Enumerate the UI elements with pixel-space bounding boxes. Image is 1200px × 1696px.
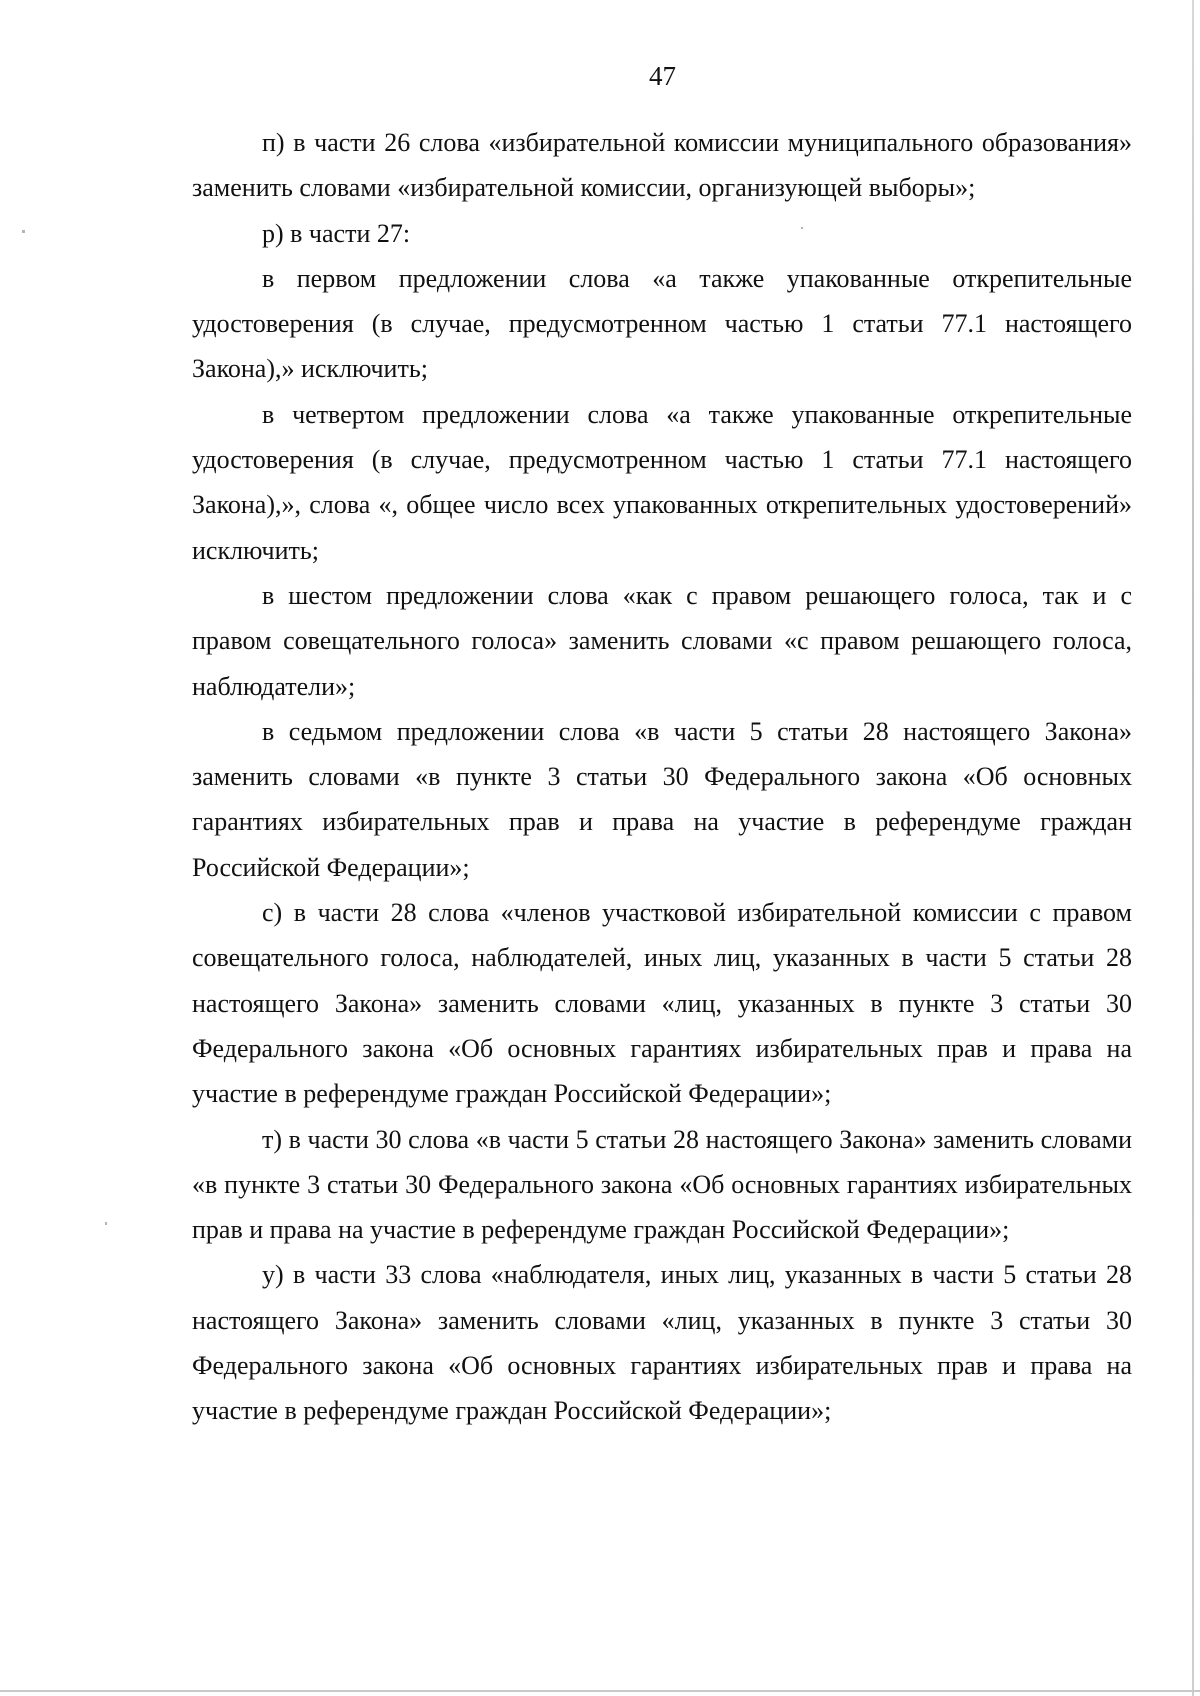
document-body: [192, 120, 1132, 1434]
paragraph-r-first-sentence: в первом предложении слова «а также упакованные открепительные удостоверения (в случае, предусмотренном частью 1 статьи 77.1 настоящего Закона),» исключить;: [192, 263, 1132, 384]
paragraph-r-sixth-sentence: в шестом предложении слова «как с правом решающего голоса, так и с правом совещательного голоса» заменить словами «с правом решающего голоса, наблюдатели»;: [192, 580, 1132, 701]
paragraph-s: с) в части 28 слова «членов участковой избирательной комиссии с правом совещательного голоса, наблюдателей, иных лиц, указанных в части 5 статьи 28 настоящего Закона» заменить словами «лиц, указанных в пункте 3 статьи 30 Федерального закона «Об основных гарантиях избирательных прав и права на участие в референдуме граждан Российской Федерации»;: [192, 898, 1132, 1109]
paragraph-r-seventh-sentence: в седьмом предложении слова «в части 5 статьи 28 настоящего Закона» заменить словами «в пункте 3 статьи 30 Федерального закона «Об основных гарантиях избирательных прав и права на участие в референдуме граждан Российской Федерации»;: [192, 716, 1132, 882]
paragraph-u: у) в части 33 слова «наблюдателя, иных лиц, указанных в части 5 статьи 28 настоящего Закона» заменить словами «лиц, указанных в пункте 3 статьи 30 Федерального закона «Об основных гарантиях избирательных прав и права на участие в референдуме граждан Российской Федерации»;: [192, 1260, 1132, 1426]
scan-speck: [22, 230, 25, 233]
page-number: 47: [649, 61, 676, 91]
paragraph-t: т) в части 30 слова «в части 5 статьи 28 настоящего Закона» заменить словами «в пункте 3 статьи 30 Федерального закона «Об основных гарантиях избирательных прав и права на участие в референдуме граждан Российской Федерации»;: [192, 1124, 1132, 1245]
scan-edge-right: [1192, 0, 1194, 1696]
paragraph-r: р) в части 27:: [262, 218, 411, 248]
paragraph-r-fourth-sentence: в четвертом предложении слова «а также упакованные открепительные удостоверения (в случае, предусмотренном частью 1 статьи 77.1 настоящего Закона),», слова «, общее число всех упакованных открепительных удостоверений» исключить;: [192, 399, 1132, 565]
paragraph-p: п) в части 26 слова «избирательной комиссии муниципального образования» заменить словами «избирательной комиссии, организующей выборы»;: [192, 128, 1132, 203]
scan-speck: [105, 1222, 107, 1225]
scan-edge-bottom: [0, 1690, 1200, 1692]
scan-speck: [801, 227, 803, 229]
